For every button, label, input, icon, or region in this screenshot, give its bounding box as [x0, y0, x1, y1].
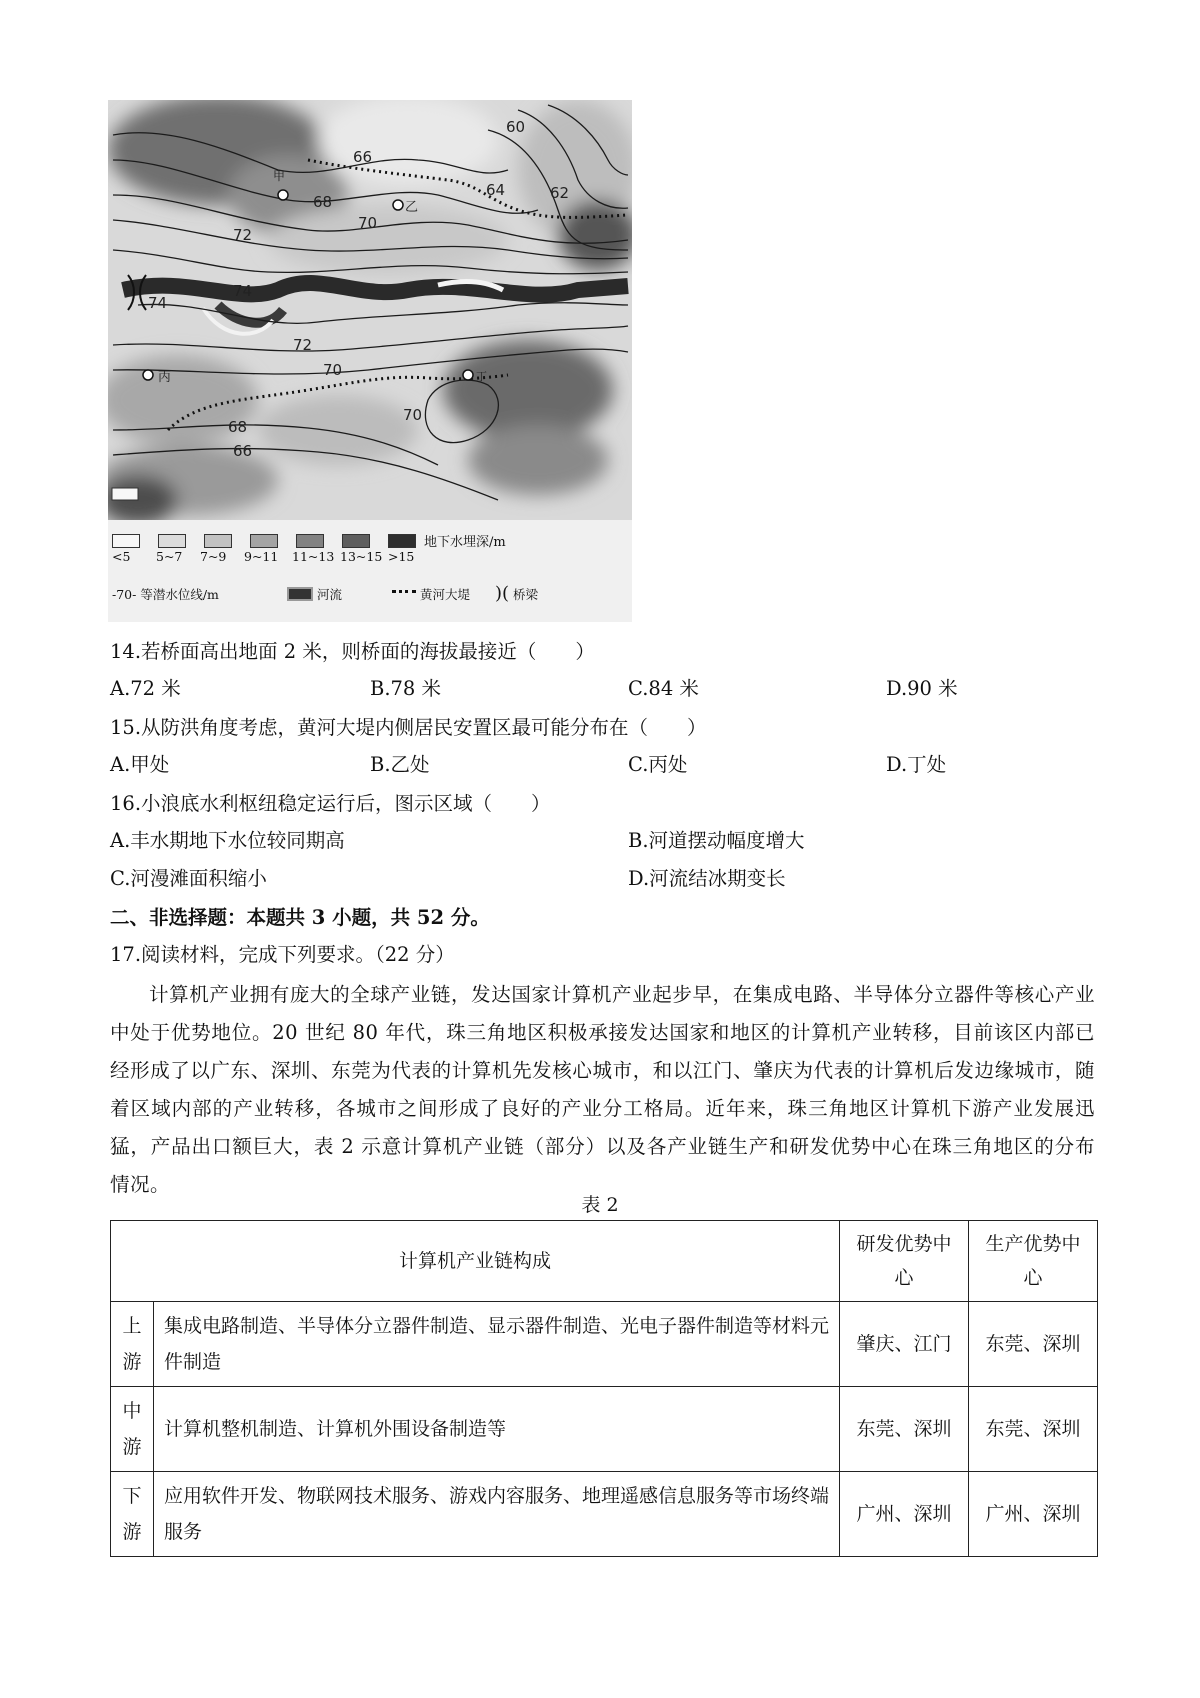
legend-range: 5~7 [156, 549, 183, 564]
q16-option-a[interactable]: A.丰水期地下水位较同期高 [110, 829, 345, 852]
legend-swatches [112, 488, 138, 500]
contour-label: 70 [323, 361, 343, 379]
contour-label: 68 [228, 418, 248, 436]
header-rd-center: 研发优势中心 [840, 1221, 969, 1302]
rd-center-cell: 肇庆、江门 [840, 1302, 969, 1387]
q15-option-a[interactable]: A.甲处 [110, 753, 170, 776]
chain-content: 计算机整机制造、计算机外围设备制造等 [154, 1387, 840, 1472]
legend-bridge: 桥梁 [513, 586, 539, 602]
legend-range: 11~13 [292, 549, 335, 564]
stage-upstream: 上游 [111, 1302, 154, 1387]
svg-text:丙: 丙 [158, 370, 172, 385]
legend-range: 13~15 [340, 549, 383, 564]
q15-option-d[interactable]: D.丁处 [886, 753, 947, 776]
contour-label: 68 [313, 193, 333, 211]
contour-label: 66 [353, 148, 373, 166]
legend-range: <5 [112, 549, 131, 564]
svg-text:乙: 乙 [405, 200, 419, 215]
q15-option-c[interactable]: C.丙处 [628, 753, 688, 776]
legend-swatch [296, 534, 324, 548]
material-paragraph: 计算机产业拥有庞大的全球产业链，发达国家计算机产业起步早，在集成电路、半导体分立器件等核心产业中处于优势地位。20 世纪 80 年代，珠三角地区积极承接发达国家和地区的计算机产业转移，目前该区内部已经形成了以广东、深圳、东莞为代表的计算机先发核心城市，和以江门、肇庆为代表的计算机后发边缘城市，随着区域内部的产业转移，各城市之间形成了良好的产业分工格局。近年来，珠三角地区计算机下游产业发展迅猛，产品出口额巨大，表 2 示意计算机产业链（部分）以及各产业链生产和研发优势中心在珠三角地区的分布情况。 [110, 983, 1095, 1196]
legend-range: >15 [388, 549, 415, 564]
legend-range: 7~9 [200, 549, 227, 564]
production-center-cell: 东莞、深圳 [969, 1387, 1098, 1472]
q16-option-c[interactable]: C.河漫滩面积缩小 [110, 867, 267, 890]
legend-title: 地下水埋深/m [424, 535, 506, 550]
legend-swatch [158, 534, 186, 548]
question-15-stem: 15.从防洪角度考虑，黄河大堤内侧居民安置区最可能分布在（ ） [110, 716, 707, 739]
contour-label: 70 [403, 406, 423, 424]
question-16-stem: 16.小浪底水利枢纽稳定运行后，图示区域（ ） [110, 792, 551, 815]
question-17-stem: 17.阅读材料，完成下列要求。（22 分） [110, 943, 455, 966]
contour-label: 64 [486, 181, 506, 199]
legend-river: 河流 [317, 586, 343, 602]
stage-downstream: 下游 [111, 1472, 154, 1557]
river-legend-icon [287, 587, 313, 601]
contour-label: 66 [233, 442, 253, 460]
table-row [111, 1387, 1098, 1472]
svg-text:甲: 甲 [273, 169, 286, 183]
header-chain-composition: 计算机产业链构成 [111, 1221, 840, 1302]
q14-option-b[interactable]: B.78 米 [370, 677, 442, 700]
header-production-center: 生产优势中心 [969, 1221, 1098, 1302]
table-row [111, 1302, 1098, 1387]
rd-center-cell: 东莞、深圳 [840, 1387, 969, 1472]
chain-content: 集成电路制造、半导体分立器件制造、显示器件制造、光电子器件制造等材料元件制造 [154, 1302, 840, 1387]
section-2-title: 二、非选择题：本题共 3 小题，共 52 分。 [110, 906, 490, 929]
contour-label: 74 [148, 294, 168, 312]
legend-range: 9~11 [244, 549, 279, 564]
contour-label: 72 [293, 336, 313, 354]
contour-label: 70 [358, 214, 378, 232]
production-center-cell: 广州、深圳 [969, 1472, 1098, 1557]
legend-swatch [112, 534, 140, 548]
q14-option-a[interactable]: A.72 米 [110, 677, 181, 700]
table-caption: 表 2 [581, 1194, 619, 1216]
table-row [111, 1472, 1098, 1557]
contour-label: 74 [233, 282, 253, 300]
levee-legend-icon [392, 590, 416, 597]
contour-label: 72 [233, 226, 253, 244]
chain-content: 应用软件开发、物联网技术服务、游戏内容服务、地理遥感信息服务等市场终端服务 [154, 1472, 840, 1557]
stage-midstream: 中游 [111, 1387, 154, 1472]
q14-option-d[interactable]: D.90 米 [886, 677, 958, 700]
legend-swatch [342, 534, 370, 548]
question-14-stem: 14.若桥面高出地面 2 米，则桥面的海拔最接近（ ） [110, 640, 595, 663]
q16-option-b[interactable]: B.河道摆动幅度增大 [628, 829, 805, 852]
contour-label: 60 [506, 118, 526, 136]
legend-contour-line: -70- 等潜水位线/m [112, 586, 219, 602]
legend-swatch [250, 534, 278, 548]
production-center-cell: 东莞、深圳 [969, 1302, 1098, 1387]
rd-center-cell: 广州、深圳 [840, 1472, 969, 1557]
bridge-legend-icon: )( [495, 583, 510, 604]
contour-label: 62 [550, 184, 570, 202]
industry-chain-table [110, 1220, 1098, 1557]
legend-swatch [204, 534, 232, 548]
q16-option-d[interactable]: D.河流结冰期变长 [628, 867, 786, 890]
svg-text:丁: 丁 [476, 370, 487, 383]
q15-option-b[interactable]: B.乙处 [370, 753, 430, 776]
q14-option-c[interactable]: C.84 米 [628, 677, 699, 700]
map-legend [108, 525, 632, 622]
legend-levee: 黄河大堤 [420, 586, 471, 602]
table-header-row [111, 1221, 1098, 1302]
legend-swatch [388, 534, 416, 548]
